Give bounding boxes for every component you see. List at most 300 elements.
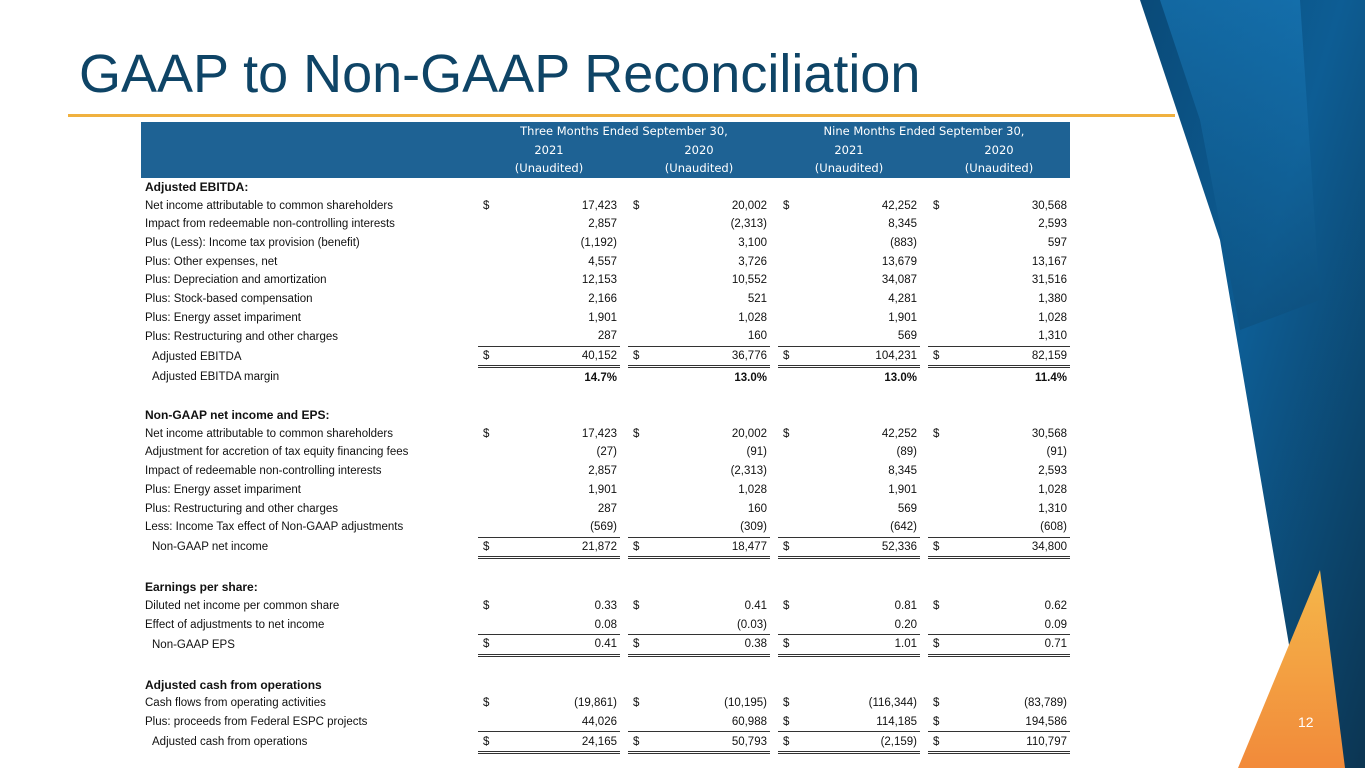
- value-cell: [478, 597, 620, 616]
- cell-value: 13.0%: [884, 371, 917, 384]
- cell-value: 11.4%: [1035, 371, 1067, 384]
- value-cell: [628, 462, 770, 481]
- cell-value: 110,797: [1026, 735, 1067, 748]
- cell-value: (2,159): [880, 735, 917, 748]
- column-gap: [770, 215, 778, 234]
- cell-value: 194,586: [1025, 716, 1067, 729]
- column-gap: [620, 537, 628, 558]
- value-cell: [928, 367, 1070, 387]
- cell-value: (0.03): [736, 618, 767, 631]
- cell-value: 569: [897, 502, 917, 515]
- value-cell: [778, 424, 920, 443]
- row-label: Adjusted EBITDA margin: [152, 370, 280, 383]
- value-cell: [928, 346, 1070, 367]
- column-gap: [770, 196, 778, 215]
- cell-value: (19,861): [574, 697, 617, 710]
- column-gap: [620, 327, 628, 346]
- cell-value: 31,516: [1031, 274, 1067, 287]
- cell-value: (89): [896, 446, 917, 459]
- cell-value: 0.20: [894, 618, 917, 631]
- table-row: [141, 537, 1070, 558]
- value-cell: [778, 694, 920, 713]
- value-cell: [778, 635, 920, 656]
- cell-value: 3,726: [738, 255, 767, 268]
- currency-symbol: $: [483, 427, 490, 440]
- cell-value: (91): [746, 446, 767, 459]
- value-cell: [928, 443, 1070, 462]
- column-gap: [770, 518, 778, 537]
- currency-symbol: $: [483, 199, 490, 212]
- cell-value: (27): [596, 446, 617, 459]
- value-cell: [478, 615, 620, 634]
- value-cell: [928, 308, 1070, 327]
- cell-value: 1,901: [888, 483, 917, 496]
- currency-symbol: $: [933, 199, 940, 212]
- table-row: [141, 443, 1070, 462]
- cell-value: 104,231: [875, 350, 917, 363]
- section-heading-row: [141, 675, 1070, 694]
- column-gap: [620, 597, 628, 616]
- value-cell: [778, 443, 920, 462]
- row-label: Adjusted cash from operations: [152, 736, 308, 749]
- cell-value: 0.33: [594, 599, 617, 612]
- row-label: Effect of adjustments to net income: [145, 618, 325, 631]
- cell-value: 2,593: [1038, 218, 1067, 231]
- reconciliation-table: [141, 122, 1070, 754]
- cell-value: 0.41: [594, 638, 617, 651]
- cell-value: (569): [590, 521, 617, 534]
- table-row: [141, 346, 1070, 367]
- column-gap: [920, 234, 928, 253]
- value-cell: [478, 290, 620, 309]
- column-gap: [620, 499, 628, 518]
- header-gap: [770, 141, 778, 160]
- value-cell: [928, 499, 1070, 518]
- value-cell: [928, 518, 1070, 537]
- value-cell: [478, 346, 620, 367]
- column-gap: [770, 597, 778, 616]
- cell-value: 0.09: [1044, 618, 1067, 631]
- value-cell: [478, 196, 620, 215]
- column-gap: [920, 635, 928, 656]
- column-gap: [920, 252, 928, 271]
- value-cell: [778, 367, 920, 387]
- header-blank-cell: [141, 141, 478, 160]
- value-cell: [928, 327, 1070, 346]
- column-gap: [770, 308, 778, 327]
- cell-value: 1,901: [888, 311, 917, 324]
- value-cell: [478, 499, 620, 518]
- table-row: [141, 499, 1070, 518]
- unaudited-header: (Unaudited): [478, 159, 620, 178]
- cell-value: 8,345: [888, 218, 917, 231]
- table-row: [141, 271, 1070, 290]
- cell-value: 18,477: [731, 540, 767, 553]
- value-cell: [928, 694, 1070, 713]
- column-gap: [620, 462, 628, 481]
- cell-value: 597: [1047, 236, 1067, 249]
- section-heading: Adjusted cash from operations: [145, 677, 322, 692]
- column-gap: [620, 367, 628, 387]
- column-gap: [770, 694, 778, 713]
- header-gap: [920, 159, 928, 178]
- cell-value: 2,857: [588, 465, 617, 478]
- column-gap: [770, 290, 778, 309]
- currency-symbol: $: [933, 427, 940, 440]
- currency-symbol: $: [783, 735, 790, 748]
- cell-value: 0.38: [744, 638, 767, 651]
- column-gap: [620, 196, 628, 215]
- value-cell: [928, 615, 1070, 634]
- table-row: [141, 234, 1070, 253]
- table-row: [141, 290, 1070, 309]
- cell-value: 160: [747, 502, 767, 515]
- row-label: Cash flows from operating activities: [145, 697, 326, 710]
- column-gap: [920, 481, 928, 500]
- column-gap: [770, 424, 778, 443]
- value-cell: [478, 367, 620, 387]
- table-row: [141, 252, 1070, 271]
- currency-symbol: $: [633, 697, 640, 710]
- cell-value: 2,857: [588, 218, 617, 231]
- value-cell: [778, 499, 920, 518]
- column-gap: [620, 481, 628, 500]
- currency-symbol: $: [783, 540, 790, 553]
- column-gap: [620, 518, 628, 537]
- value-cell: [628, 252, 770, 271]
- cell-value: 13,679: [881, 255, 917, 268]
- cell-value: 4,557: [588, 255, 617, 268]
- value-cell: [628, 196, 770, 215]
- column-gap: [620, 424, 628, 443]
- unaudited-header: (Unaudited): [628, 159, 770, 178]
- value-cell: [628, 713, 770, 732]
- cell-value: 60,988: [731, 716, 767, 729]
- column-gap: [620, 732, 628, 753]
- cell-value: 4,281: [888, 292, 917, 305]
- reconciliation-table-container: [141, 122, 1070, 754]
- column-gap: [620, 271, 628, 290]
- table-row: [141, 308, 1070, 327]
- column-gap: [920, 196, 928, 215]
- value-cell: [628, 424, 770, 443]
- value-cell: [628, 518, 770, 537]
- cell-value: (309): [740, 521, 767, 534]
- value-cell: [778, 346, 920, 367]
- value-cell: [478, 713, 620, 732]
- row-label: Plus: Stock-based compensation: [145, 292, 313, 305]
- value-cell: [928, 252, 1070, 271]
- value-cell: [778, 537, 920, 558]
- value-cell: [478, 481, 620, 500]
- value-cell: [628, 443, 770, 462]
- row-label: Plus (Less): Income tax provision (benefit): [145, 236, 360, 249]
- value-cell: [928, 462, 1070, 481]
- column-gap: [620, 252, 628, 271]
- value-cell: [478, 518, 620, 537]
- cell-value: 36,776: [731, 350, 767, 363]
- currency-symbol: $: [483, 599, 490, 612]
- value-cell: [928, 597, 1070, 616]
- currency-symbol: $: [483, 540, 490, 553]
- column-gap: [920, 271, 928, 290]
- row-label: Net income attributable to common shareholders: [145, 199, 394, 212]
- value-cell: [478, 732, 620, 753]
- value-cell: [628, 290, 770, 309]
- column-gap: [620, 215, 628, 234]
- column-gap: [920, 518, 928, 537]
- table-row: [141, 215, 1070, 234]
- value-cell: [928, 537, 1070, 558]
- spacer-row: [141, 558, 1070, 578]
- column-gap: [620, 635, 628, 656]
- table-row: [141, 462, 1070, 481]
- column-gap: [770, 537, 778, 558]
- cell-value: 12,153: [581, 274, 617, 287]
- currency-symbol: $: [933, 735, 940, 748]
- column-gap: [620, 234, 628, 253]
- cell-value: 52,336: [881, 540, 917, 553]
- cell-value: 160: [747, 330, 767, 343]
- currency-symbol: $: [633, 540, 640, 553]
- year-header: 2021: [778, 141, 920, 160]
- value-cell: [628, 615, 770, 634]
- column-gap: [920, 732, 928, 753]
- cell-value: 20,002: [731, 199, 767, 212]
- currency-symbol: $: [483, 350, 490, 363]
- header-gap: [770, 122, 778, 141]
- cell-value: (2,313): [730, 465, 767, 478]
- value-cell: [628, 499, 770, 518]
- spacer-row: [141, 655, 1070, 675]
- value-cell: [628, 215, 770, 234]
- table-row: [141, 713, 1070, 732]
- header-row-periods: [141, 122, 1070, 141]
- currency-symbol: $: [633, 638, 640, 651]
- column-gap: [770, 271, 778, 290]
- value-cell: [478, 443, 620, 462]
- year-header: 2020: [628, 141, 770, 160]
- value-cell: [628, 732, 770, 753]
- blue-accent-shape: [1160, 0, 1320, 330]
- column-gap: [770, 713, 778, 732]
- header-gap: [620, 159, 628, 178]
- cell-value: 24,165: [581, 735, 617, 748]
- value-cell: [928, 215, 1070, 234]
- cell-value: 2,166: [588, 292, 617, 305]
- cell-value: 1,028: [738, 311, 767, 324]
- value-cell: [628, 597, 770, 616]
- column-gap: [770, 481, 778, 500]
- value-cell: [778, 615, 920, 634]
- row-label: Net income attributable to common shareholders: [145, 427, 394, 440]
- value-cell: [928, 481, 1070, 500]
- currency-symbol: $: [483, 735, 490, 748]
- column-gap: [620, 694, 628, 713]
- period-header: Three Months Ended September 30,: [478, 122, 770, 141]
- section-heading-row: [141, 578, 1070, 597]
- value-cell: [628, 327, 770, 346]
- cell-value: 569: [897, 330, 917, 343]
- cell-value: 1.01: [894, 638, 917, 651]
- currency-symbol: $: [783, 716, 790, 729]
- value-cell: [628, 694, 770, 713]
- column-gap: [620, 443, 628, 462]
- value-cell: [478, 215, 620, 234]
- table-row: [141, 481, 1070, 500]
- row-label: Plus: Other expenses, net: [145, 255, 278, 268]
- value-cell: [628, 234, 770, 253]
- row-label: Diluted net income per common share: [145, 599, 340, 612]
- column-gap: [770, 615, 778, 634]
- cell-value: (91): [1046, 446, 1067, 459]
- row-label: Plus: Depreciation and amortization: [145, 274, 327, 287]
- column-gap: [920, 367, 928, 387]
- row-label: Non-GAAP EPS: [152, 638, 235, 651]
- column-gap: [920, 327, 928, 346]
- currency-symbol: $: [783, 697, 790, 710]
- value-cell: [928, 732, 1070, 753]
- column-gap: [620, 615, 628, 634]
- page-title: GAAP to Non-GAAP Reconciliation: [79, 44, 921, 104]
- value-cell: [478, 537, 620, 558]
- cell-value: 82,159: [1031, 350, 1067, 363]
- value-cell: [928, 635, 1070, 656]
- cell-value: 0.08: [594, 618, 617, 631]
- unaudited-header: (Unaudited): [928, 159, 1070, 178]
- cell-value: 34,087: [881, 274, 917, 287]
- row-label: Impact from redeemable non-controlling interests: [145, 218, 395, 231]
- column-gap: [920, 308, 928, 327]
- cell-value: 1,901: [588, 483, 617, 496]
- cell-value: 13,167: [1031, 255, 1067, 268]
- header-gap: [920, 141, 928, 160]
- cell-value: 0.71: [1044, 638, 1067, 651]
- cell-value: 17,423: [581, 199, 617, 212]
- cell-value: 8,345: [888, 465, 917, 478]
- value-cell: [778, 732, 920, 753]
- currency-symbol: $: [783, 427, 790, 440]
- cell-value: (116,344): [868, 697, 917, 710]
- currency-symbol: $: [633, 350, 640, 363]
- value-cell: [778, 252, 920, 271]
- value-cell: [778, 597, 920, 616]
- value-cell: [628, 537, 770, 558]
- column-gap: [920, 537, 928, 558]
- row-label: Adjustment for accretion of tax equity financing fees: [145, 446, 409, 459]
- value-cell: [928, 424, 1070, 443]
- table-row: [141, 518, 1070, 537]
- value-cell: [628, 367, 770, 387]
- cell-value: 1,028: [738, 483, 767, 496]
- column-gap: [770, 732, 778, 753]
- row-label: Non-GAAP net income: [152, 541, 269, 554]
- column-gap: [920, 597, 928, 616]
- currency-symbol: $: [633, 427, 640, 440]
- header-blank-cell: [141, 122, 478, 141]
- table-row: [141, 196, 1070, 215]
- value-cell: [478, 694, 620, 713]
- value-cell: [628, 308, 770, 327]
- section-heading: Adjusted EBITDA:: [145, 179, 249, 194]
- value-cell: [628, 635, 770, 656]
- column-gap: [770, 443, 778, 462]
- currency-symbol: $: [933, 638, 940, 651]
- column-gap: [770, 234, 778, 253]
- cell-value: 17,423: [581, 427, 617, 440]
- row-label: Plus: proceeds from Federal ESPC projects: [145, 716, 368, 729]
- currency-symbol: $: [933, 540, 940, 553]
- row-label: Plus: Restructuring and other charges: [145, 502, 339, 515]
- page-number: 12: [1298, 714, 1314, 730]
- year-header: 2020: [928, 141, 1070, 160]
- column-gap: [770, 499, 778, 518]
- header-gap: [620, 141, 628, 160]
- currency-symbol: $: [783, 599, 790, 612]
- value-cell: [778, 518, 920, 537]
- column-gap: [920, 290, 928, 309]
- header-row-unaudited: [141, 159, 1070, 178]
- currency-symbol: $: [783, 199, 790, 212]
- value-cell: [628, 346, 770, 367]
- header-blank-cell: [141, 159, 478, 178]
- cell-value: 44,026: [581, 716, 617, 729]
- column-gap: [920, 346, 928, 367]
- column-gap: [920, 694, 928, 713]
- cell-value: 42,252: [881, 199, 917, 212]
- cell-value: 1,310: [1038, 330, 1067, 343]
- cell-value: 10,552: [731, 274, 767, 287]
- row-label: Plus: Energy asset impariment: [145, 311, 301, 324]
- cell-value: 13.0%: [734, 371, 767, 384]
- cell-value: 1,028: [1038, 311, 1067, 324]
- year-header: 2021: [478, 141, 620, 160]
- cell-value: 1,380: [1038, 292, 1067, 305]
- value-cell: [928, 290, 1070, 309]
- cell-value: 1,901: [588, 311, 617, 324]
- table-row: [141, 694, 1070, 713]
- column-gap: [920, 443, 928, 462]
- cell-value: (608): [1040, 521, 1067, 534]
- cell-value: 1,028: [1038, 483, 1067, 496]
- cell-value: (83,789): [1024, 697, 1067, 710]
- currency-symbol: $: [633, 599, 640, 612]
- section-heading-row: [141, 406, 1070, 425]
- row-label: Plus: Restructuring and other charges: [145, 330, 339, 343]
- spacer-row: [141, 387, 1070, 406]
- row-label: Plus: Energy asset impariment: [145, 483, 301, 496]
- value-cell: [478, 424, 620, 443]
- value-cell: [478, 308, 620, 327]
- value-cell: [478, 327, 620, 346]
- cell-value: 287: [597, 330, 617, 343]
- value-cell: [778, 481, 920, 500]
- cell-value: 3,100: [738, 236, 767, 249]
- unaudited-header: (Unaudited): [778, 159, 920, 178]
- value-cell: [778, 290, 920, 309]
- currency-symbol: $: [483, 697, 490, 710]
- section-heading: Non-GAAP net income and EPS:: [145, 408, 330, 423]
- column-gap: [770, 635, 778, 656]
- cell-value: (10,195): [724, 697, 767, 710]
- value-cell: [628, 481, 770, 500]
- value-cell: [778, 196, 920, 215]
- table-row: [141, 597, 1070, 616]
- cell-value: 30,568: [1031, 427, 1067, 440]
- cell-value: 34,800: [1031, 540, 1067, 553]
- value-cell: [628, 271, 770, 290]
- value-cell: [778, 215, 920, 234]
